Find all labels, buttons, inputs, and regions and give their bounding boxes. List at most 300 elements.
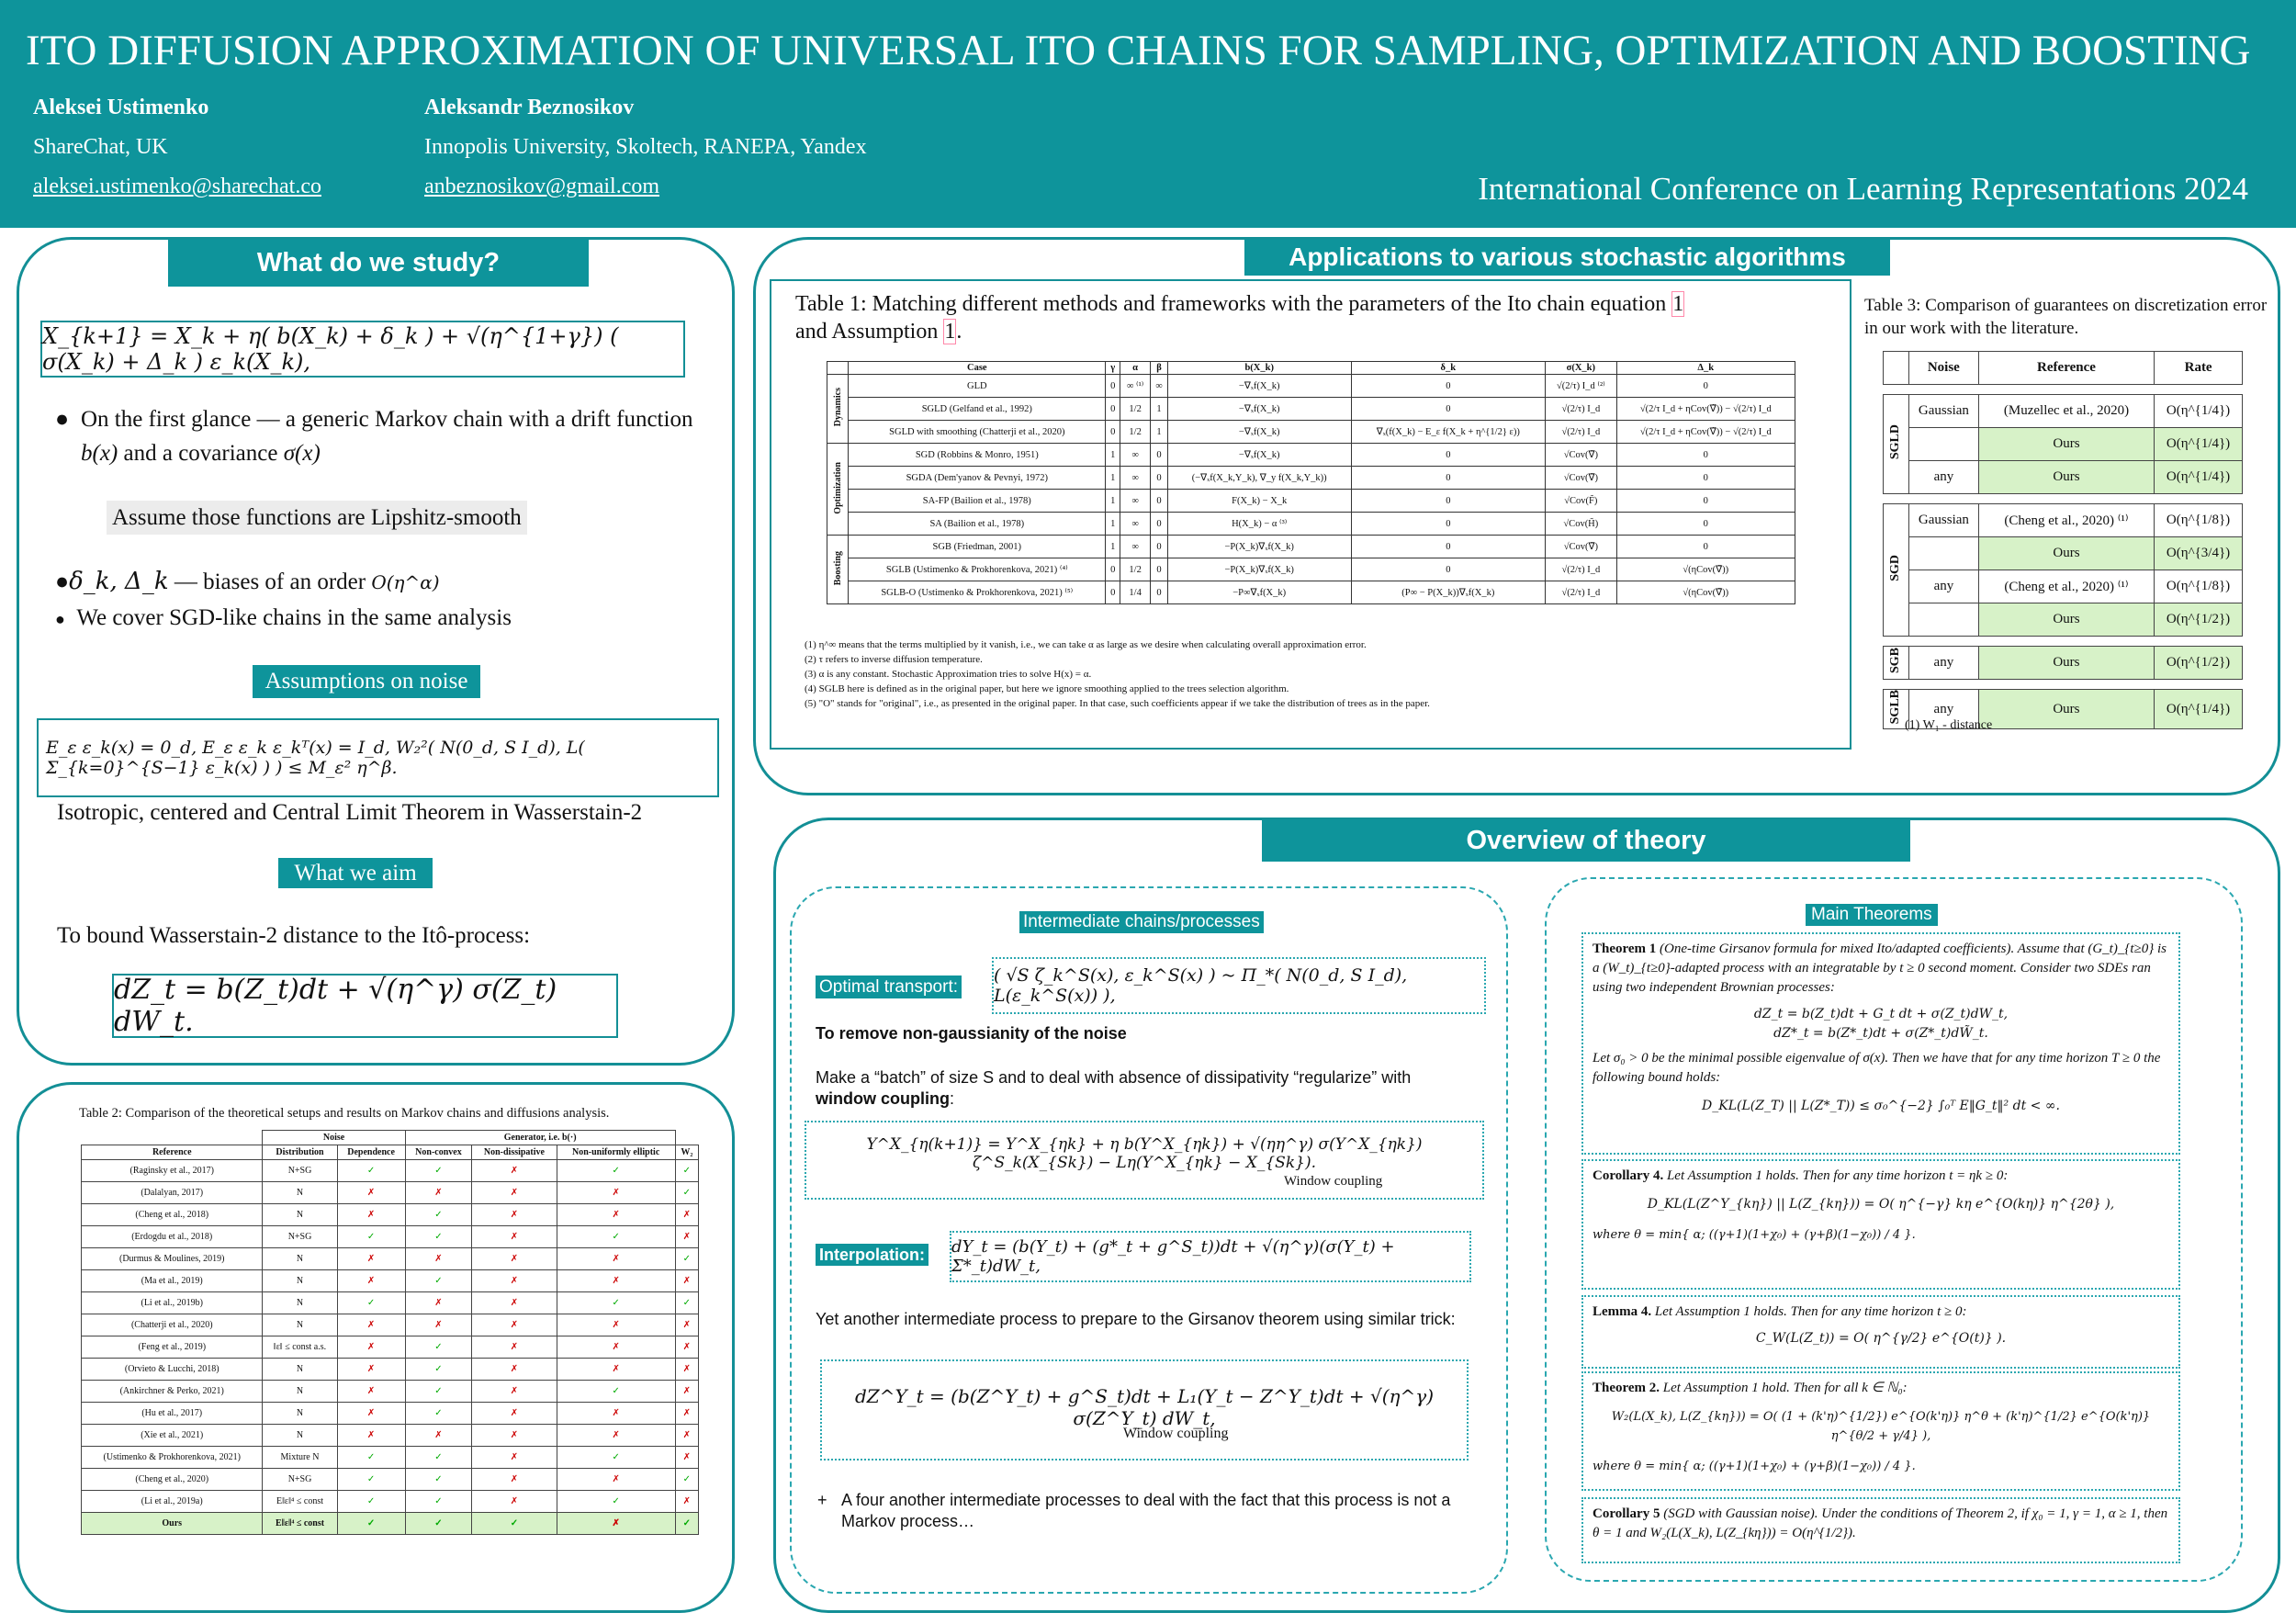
applications-heading: Applications to various stochastic algorithms xyxy=(1244,239,1890,276)
table-row xyxy=(1884,647,2243,680)
table-cell: SGDA (Dem'yanov & Pevnyi, 1972) xyxy=(849,467,1106,490)
table-cell: √Cov(∇̃) xyxy=(1546,467,1616,490)
table-cell: ✓ xyxy=(675,1469,698,1491)
theorem1-eq3: D_KL(L(Z_T) || L(Z*_T)) ≤ σ₀^{−2} ∫₀ᵀ E‖G_t‖² dt < ∞. xyxy=(1702,1099,2060,1113)
table-cell: 1 xyxy=(1106,490,1120,513)
table-cell: (Raginsky et al., 2017) xyxy=(82,1160,263,1182)
t1-group-text: Dynamics xyxy=(832,388,843,427)
table-cell: Mixture N xyxy=(263,1447,337,1469)
table-cell: N xyxy=(263,1292,337,1314)
table-cell: −∇ₓf(X_k) xyxy=(1167,398,1351,421)
table-cell: ✗ xyxy=(675,1270,698,1292)
table-row xyxy=(82,1381,699,1403)
table-cell: −P(X_k)∇ₓf(X_k) xyxy=(1167,558,1351,581)
table-cell: ✗ xyxy=(472,1469,557,1491)
table-cell: √(2/τ I_d + ηCov(∇̃)) − √(2/τ) I_d xyxy=(1616,421,1795,444)
t1-group-text: Optimization xyxy=(832,461,843,514)
t2-header: Non-convex xyxy=(405,1145,472,1160)
table-cell: ✗ xyxy=(337,1182,405,1204)
table-cell: ✓ xyxy=(337,1292,405,1314)
table-cell: ✗ xyxy=(337,1403,405,1425)
table-cell: ∞ xyxy=(1120,513,1151,536)
table-cell: ✓ xyxy=(557,1447,675,1469)
table-cell: ✗ xyxy=(557,1314,675,1336)
interpolation-label: Interpolation: xyxy=(816,1244,929,1266)
theorem1-box: Theorem 1 (One-time Girsanov formula for mixed Ito/adapted coefficients). Assume that (G_t)_{t≥0} is a (W_t)_{t≥0}-adapted process with an integratable by t ≥ 0 second moment. Consider two SDEs ran using two independent Brownian processes: dZ_t = b(Z_t)dt + G_t dt + σ(Z_t)dW_t, dZ*_t = b(Z*_t)dt + σ(Z*_t)dW̃_t. Let σ₀ > 0 be the minimal possible eigenvalue of σ(x). Then we have that for any time horizon T ≥ 0 the following bound holds: D_KL(L(Z_T) || L(Z*_T)) ≤ σ₀^{−2} ∫₀ᵀ E‖G_t‖² dt < ∞. xyxy=(1581,932,2180,1155)
table-cell: SA-FP (Bailion et al., 1978) xyxy=(849,490,1106,513)
table-cell: 0 xyxy=(1106,375,1120,398)
table-cell: any xyxy=(1908,647,1978,680)
table-cell: ∞ xyxy=(1120,467,1151,490)
theory-heading: Overview of theory xyxy=(1262,819,1910,862)
t1-header: Case xyxy=(849,362,1106,375)
table-cell: (Ma et al., 2019) xyxy=(82,1270,263,1292)
theorem1-eq1: dZ_t = b(Z_t)dt + G_t dt + σ(Z_t)dW_t, xyxy=(1753,1007,2009,1021)
table-cell: 0 xyxy=(1616,536,1795,558)
table-cell: ✗ xyxy=(405,1314,472,1336)
theorem2-eq: W₂(L(X_k), L(Z_{kη})) = O( (1 + (k'η)^{1/2}) e^{O(k'η)} η^θ + (k'η)^{1/2} e^{O(k'η)} η^{θ/2 + γ/4} ), xyxy=(1611,1410,2151,1443)
table-cell: (−∇ₓf(X_k,Y_k), ∇_y f(X_k,Y_k)) xyxy=(1167,467,1351,490)
t1-footnote: (1) η^∞ means that the terms multiplied by it vanish, i.e., we can take α as large as we desire when calculating overall approximation error. xyxy=(805,639,1367,650)
t3-header-table xyxy=(1883,351,2243,385)
table-cell: 1/2 xyxy=(1120,421,1151,444)
table-cell: Gaussian xyxy=(1908,504,1978,537)
table-cell: SGLB-O (Ustimenko & Prokhorenkova, 2021) ⁽⁵⁾ xyxy=(849,581,1106,604)
table-cell: ✗ xyxy=(472,1160,557,1182)
table-cell: Ours xyxy=(1978,647,2154,680)
theorem2-box: Theorem 2. Let Assumption 1 hold. Then for all k ∈ ℕ₀: W₂(L(X_k), L(Z_{kη})) = O( (1 + (k'η)^{1/2}) e^{O(k'η)} η^θ + (k'η)^{1/2} e^{O(k'η)} η^{θ/2 + γ/4} ), where θ = min{ α; ((γ+1)(1+χ₀) + (γ+β)(1−χ₀)) / 4 }. xyxy=(1581,1371,2180,1491)
table-cell: 1 xyxy=(1106,467,1120,490)
table-cell: ✓ xyxy=(337,1491,405,1513)
t1-group-text: Boosting xyxy=(832,550,843,586)
table-row xyxy=(82,1336,699,1359)
table-cell: ✓ xyxy=(675,1248,698,1270)
table-cell: ∞ xyxy=(1120,490,1151,513)
table-cell: O(η^{1/4}) xyxy=(2155,428,2243,461)
t3-header: Rate xyxy=(2155,352,2243,385)
table-cell: O(η^{1/4}) xyxy=(2155,690,2243,729)
table-cell: ✗ xyxy=(675,1447,698,1469)
table-cell: ✓ xyxy=(675,1292,698,1314)
t1-header: δ_k xyxy=(1351,362,1546,375)
window-coupling-label-2: Window coupling xyxy=(1123,1426,1229,1441)
table-cell: (Cheng et al., 2020) xyxy=(82,1469,263,1491)
bullet-markov: ● On the first glance — a generic Markov chain with a drift function b(x) and a covariance σ(x) xyxy=(55,407,693,466)
table-cell: 0 xyxy=(1351,375,1546,398)
table-cell: ✓ xyxy=(405,1160,472,1182)
table-cell: ✓ xyxy=(557,1292,675,1314)
table-cell: O(η^{1/8}) xyxy=(2155,570,2243,603)
table-cell: ✗ xyxy=(337,1381,405,1403)
table-cell: ∇ₓ(f(X_k) − E_ε f(X_k + η^{1/2} ε)) xyxy=(1351,421,1546,444)
table-row xyxy=(82,1204,699,1226)
t2-header: W₂ xyxy=(675,1145,698,1160)
t1-header: b(X_k) xyxy=(1167,362,1351,375)
table-cell: √Cov(H̃) xyxy=(1546,513,1616,536)
table-row xyxy=(82,1469,699,1491)
table-cell: ✗ xyxy=(472,1491,557,1513)
author1-email[interactable]: aleksei.ustimenko@sharechat.co xyxy=(33,175,321,198)
table-cell: ✓ xyxy=(337,1469,405,1491)
table-cell: ✗ xyxy=(405,1182,472,1204)
study-heading: What do we study? xyxy=(168,239,589,287)
table3-footnote: (1) W₁ - distance xyxy=(1905,718,1993,732)
table-cell: N xyxy=(263,1381,337,1403)
table-cell: 0 xyxy=(1151,513,1168,536)
table-cell: (Ankirchner & Perko, 2021) xyxy=(82,1381,263,1403)
table-cell: ✓ xyxy=(405,1270,472,1292)
table-cell xyxy=(1908,428,1978,461)
table-cell: ✓ xyxy=(337,1513,405,1535)
table-cell: ✗ xyxy=(675,1403,698,1425)
t1-footnote: (3) α is any constant. Stochastic Approximation tries to solve H(x) = α. xyxy=(805,669,1092,680)
author2-email[interactable]: anbeznosikov@gmail.com xyxy=(424,175,660,198)
t1-group-label xyxy=(827,375,849,444)
table-cell: ✓ xyxy=(675,1182,698,1204)
table-cell: (Ustimenko & Prokhorenkova, 2021) xyxy=(82,1447,263,1469)
table-cell: Ours xyxy=(1978,537,2154,570)
table-cell: 0 xyxy=(1106,398,1120,421)
table-cell: −∇ₓf(X_k) xyxy=(1167,421,1351,444)
table-cell: √(ηCov(∇̃)) xyxy=(1616,581,1795,604)
lipschitz-note: Assume those functions are Lipshitz-smooth xyxy=(107,501,527,535)
table-cell: ✗ xyxy=(675,1226,698,1248)
table-cell: SGB (Friedman, 2001) xyxy=(849,536,1106,558)
table-cell: (Chatterji et al., 2020) xyxy=(82,1314,263,1336)
table-cell: SA (Bailion et al., 1978) xyxy=(849,513,1106,536)
table-cell: ✗ xyxy=(337,1359,405,1381)
table3-caption: Table 3: Comparison of guarantees on discretization error in our work with the literature. xyxy=(1864,296,2268,338)
table-cell: √Cov(∇̃) xyxy=(1546,536,1616,558)
table-cell: ✗ xyxy=(472,1248,557,1270)
table-cell: GLD xyxy=(849,375,1106,398)
table-cell: ✗ xyxy=(557,1204,675,1226)
table-cell: 1 xyxy=(1106,513,1120,536)
table1-footnotes xyxy=(805,637,1833,711)
table-cell: (Durmus & Moulines, 2019) xyxy=(82,1248,263,1270)
table-row xyxy=(827,490,1795,513)
table-cell: ✓ xyxy=(405,1491,472,1513)
table-cell: 1 xyxy=(1151,398,1168,421)
table-cell: 1 xyxy=(1106,444,1120,467)
table-cell: 0 xyxy=(1151,536,1168,558)
table-row xyxy=(82,1182,699,1204)
t3-group-label xyxy=(1884,647,1909,680)
t2-header: Reference xyxy=(82,1145,263,1160)
table2 xyxy=(81,1130,699,1535)
table-cell: 1/2 xyxy=(1120,398,1151,421)
table-cell: H(X_k) − α ⁽³⁾ xyxy=(1167,513,1351,536)
table-cell xyxy=(1908,537,1978,570)
table-cell: ✗ xyxy=(472,1425,557,1447)
table-cell: O(η^{1/2}) xyxy=(2155,647,2243,680)
table-cell: O(η^{1/4}) xyxy=(2155,395,2243,428)
table-cell: 0 xyxy=(1351,536,1546,558)
table-cell: ✗ xyxy=(675,1425,698,1447)
table-cell: O(η^{1/2}) xyxy=(2155,603,2243,637)
ito-process-equation: dZ_t = b(Z_t)dt + √(η^γ) σ(Z_t) dW_t. xyxy=(112,974,618,1038)
author1-affil: ShareChat, UK xyxy=(33,135,168,159)
table-cell: ✗ xyxy=(405,1292,472,1314)
table-cell: 0 xyxy=(1351,490,1546,513)
table-cell: ✓ xyxy=(472,1513,557,1535)
ot-equation: ( √S ζ_k^S(x), ε_k^S(x) ) ~ Π_*( N(0_d, S I_d), L(ε_k^S(x)) ), xyxy=(992,957,1486,1014)
table-cell: ✗ xyxy=(557,1403,675,1425)
table-cell: ✗ xyxy=(472,1336,557,1359)
t1-footnote: (4) SGLB here is defined as in the original paper, but here we ignore smoothing applied to the trees selection algorithm. xyxy=(805,683,1289,694)
table-cell: ✗ xyxy=(405,1425,472,1447)
table-cell: 0 xyxy=(1616,513,1795,536)
table-cell: 0 xyxy=(1351,467,1546,490)
table-cell: N xyxy=(263,1403,337,1425)
ot-label: Optimal transport: xyxy=(816,976,962,998)
t2-header: Non-uniformly elliptic xyxy=(557,1145,675,1160)
z-equation-box xyxy=(820,1359,1469,1460)
table-cell: 0 xyxy=(1351,513,1546,536)
table-cell: N xyxy=(263,1270,337,1292)
table-cell: ✗ xyxy=(675,1359,698,1381)
table-cell: ✗ xyxy=(557,1336,675,1359)
table-cell: ✗ xyxy=(472,1403,557,1425)
t3-header: Noise xyxy=(1908,352,1978,385)
table-cell: N xyxy=(263,1204,337,1226)
table-cell: Ours xyxy=(82,1513,263,1535)
table-cell: ✗ xyxy=(557,1469,675,1491)
t1-header: β xyxy=(1151,362,1168,375)
table-cell: F(X_k) − X_k xyxy=(1167,490,1351,513)
table-cell: (Cheng et al., 2020) ⁽¹⁾ xyxy=(1978,504,2154,537)
intermediate-heading: Intermediate chains/processes xyxy=(1019,911,1264,933)
table-cell: N xyxy=(263,1359,337,1381)
corollary4-where: where θ = min{ α; ((γ+1)(1+χ₀) + (γ+β)(1−χ₀)) / 4 }. xyxy=(1593,1228,1916,1242)
table-cell: ✓ xyxy=(405,1204,472,1226)
table-cell: 0 xyxy=(1351,398,1546,421)
table-row xyxy=(827,558,1795,581)
table-cell: 0 xyxy=(1616,467,1795,490)
table-row xyxy=(82,1359,699,1381)
table-cell: N xyxy=(263,1182,337,1204)
bullet-sgd: ● We cover SGD-like chains in the same analysis xyxy=(55,605,512,630)
table-cell: 1/4 xyxy=(1120,581,1151,604)
table-cell: √(2/τ) I_d xyxy=(1546,581,1616,604)
table-cell: 0 xyxy=(1106,581,1120,604)
table-cell: ✗ xyxy=(557,1425,675,1447)
aim-text: To bound Wasserstain-2 distance to the Itô-process: xyxy=(57,923,531,948)
table-row xyxy=(1884,395,2243,428)
table1 xyxy=(827,361,1795,604)
table-cell: ✗ xyxy=(557,1248,675,1270)
table-cell: N xyxy=(263,1248,337,1270)
table-cell: N+SG xyxy=(263,1469,337,1491)
table-cell: ✗ xyxy=(472,1226,557,1248)
table-cell: E‖ε‖⁴ ≤ const xyxy=(263,1491,337,1513)
table-cell: 1 xyxy=(1151,421,1168,444)
table-cell: ✗ xyxy=(337,1204,405,1226)
table-cell: (Cheng et al., 2020) ⁽¹⁾ xyxy=(1978,570,2154,603)
table-cell: 0 xyxy=(1106,558,1120,581)
t3-header xyxy=(1884,352,1909,385)
table-cell: ✗ xyxy=(337,1314,405,1336)
t1-header: γ xyxy=(1106,362,1120,375)
table-cell: N+SG xyxy=(263,1226,337,1248)
table-cell: (Xie et al., 2021) xyxy=(82,1425,263,1447)
t3-group-text: SGLB xyxy=(1888,690,1903,725)
table-cell: −∇ₓf(X_k) xyxy=(1167,375,1351,398)
table-cell: ∞ ⁽¹⁾ xyxy=(1120,375,1151,398)
table-cell: ✓ xyxy=(675,1160,698,1182)
isotropic-text: Isotropic, centered and Central Limit Theorem in Wasserstain-2 xyxy=(57,800,643,825)
table-cell: N xyxy=(263,1314,337,1336)
table-cell: ✓ xyxy=(557,1160,675,1182)
t2-header: Distribution xyxy=(263,1145,337,1160)
corollary4-eq: D_KL(L(Z^Y_{kη}) || L(Z_{kη})) = O( η^{−γ} kη e^{O(kη)} η^{2θ} ), xyxy=(1647,1197,2115,1212)
table-row xyxy=(82,1226,699,1248)
table-cell: ∞ xyxy=(1120,536,1151,558)
table-cell: Ours xyxy=(1978,690,2154,729)
window-coupling-label-1: Window coupling xyxy=(1284,1174,1383,1189)
t1-header: α xyxy=(1120,362,1151,375)
coupled-chain-equation: Y^X_{η(k+1)} = Y^X_{ηk} + η b(Y^X_{ηk}) + √(ηη^γ) σ(Y^X_{ηk}) ζ^S_k(X_{Sk}) − Lη(Y^X_{ηk} − X_{Sk}). xyxy=(866,1135,1423,1172)
table-cell: ✗ xyxy=(472,1182,557,1204)
table-cell: √Cov(∇̃) xyxy=(1546,444,1616,467)
table-cell: ✗ xyxy=(337,1248,405,1270)
table-cell: √(2/τ) I_d xyxy=(1546,421,1616,444)
table-cell: SGLD with smoothing (Chatterji et al., 2020) xyxy=(849,421,1106,444)
t3-group-sgld xyxy=(1883,394,2243,494)
corollary4-box: Corollary 4. Let Assumption 1 holds. Then for any time horizon t = ηk ≥ 0: D_KL(L(Z^Y_{kη}) || L(Z_{kη})) = O( η^{−γ} kη e^{O(kη)} η^{2θ} ), where θ = min{ α; ((γ+1)(1+χ₀) + (γ+β)(1−χ₀)) / 4 }. xyxy=(1581,1159,2180,1290)
table-cell: 1 xyxy=(1106,536,1120,558)
table-row xyxy=(82,1447,699,1469)
batch-text: Make a “batch” of size S and to deal with absence of dissipativity “regularize” with window coupling: xyxy=(816,1068,1412,1108)
z-process-equation: dZ^Y_t = (b(Z^Y_t) + g^S_t)dt + L₁(Y_t − Z^Y_t)dt + √(η^γ) σ(Z^Y_t) dW_t, xyxy=(854,1385,1435,1429)
table-row xyxy=(1884,504,2243,537)
table-cell: ✗ xyxy=(675,1381,698,1403)
table-cell: √(ηCov(∇̃)) xyxy=(1616,558,1795,581)
table-cell: ✗ xyxy=(675,1204,698,1226)
table-cell: 0 xyxy=(1616,444,1795,467)
table-cell: ✓ xyxy=(405,1403,472,1425)
t1-header: Δ_k xyxy=(1616,362,1795,375)
t3-group-text: SGD xyxy=(1888,554,1903,581)
table-cell: ✗ xyxy=(472,1314,557,1336)
table-cell: ✓ xyxy=(405,1336,472,1359)
table-cell: ✓ xyxy=(337,1226,405,1248)
table-cell: SGLD (Gelfand et al., 1992) xyxy=(849,398,1106,421)
noise-heading: Assumptions on noise xyxy=(253,665,480,698)
conference-name: International Conference on Learning Representations 2024 xyxy=(1478,171,2248,207)
t2-group-generator: Generator, i.e. b(·) xyxy=(405,1131,675,1145)
table-cell: ✗ xyxy=(675,1491,698,1513)
table-cell: ✗ xyxy=(472,1381,557,1403)
t2-group-noise: Noise xyxy=(263,1131,405,1145)
table-cell: Ours xyxy=(1978,461,2154,494)
table-cell: (Dalalyan, 2017) xyxy=(82,1182,263,1204)
table-cell: (Erdogdu et al., 2018) xyxy=(82,1226,263,1248)
table-cell: N xyxy=(263,1425,337,1447)
table-row xyxy=(827,398,1795,421)
table-cell: Ours xyxy=(1978,603,2154,637)
table-cell: any xyxy=(1908,461,1978,494)
table-cell: (Cheng et al., 2018) xyxy=(82,1204,263,1226)
table-row xyxy=(827,421,1795,444)
t1-footnote: (5) "O" stands for "original", i.e., as presented in the original paper. In that case, such coefficients appear if we take the distribution of trees as in the paper. xyxy=(805,698,1430,709)
table-cell: 0 xyxy=(1616,375,1795,398)
t3-header: Reference xyxy=(1978,352,2154,385)
table-cell: ✗ xyxy=(557,1270,675,1292)
t3-group-text: SGLD xyxy=(1888,423,1903,460)
author2-name: Aleksandr Beznosikov xyxy=(424,96,635,119)
lemma4-eq: C_W(L(Z_t)) = O( η^{γ/2} e^{O(t)} ). xyxy=(1755,1331,2007,1346)
table-row xyxy=(82,1248,699,1270)
table-cell: (Feng et al., 2019) xyxy=(82,1336,263,1359)
table-cell: ∞ xyxy=(1120,444,1151,467)
table-cell: ✓ xyxy=(405,1359,472,1381)
t3-header-row xyxy=(1884,352,2243,385)
table-cell: 0 xyxy=(1616,490,1795,513)
table-cell: (Muzellec et al., 2020) xyxy=(1978,395,2154,428)
table-cell: −∇ₓf(X_k) xyxy=(1167,444,1351,467)
table-row xyxy=(827,444,1795,467)
table-cell: 0 xyxy=(1151,558,1168,581)
table-cell: ✗ xyxy=(337,1425,405,1447)
table-cell: SGD (Robbins & Monro, 1951) xyxy=(849,444,1106,467)
table-cell: ✓ xyxy=(405,1469,472,1491)
t3-group-text: SGB xyxy=(1888,647,1903,673)
poster-header xyxy=(0,0,2296,228)
table-cell: ✗ xyxy=(472,1292,557,1314)
table-cell: (Hu et al., 2017) xyxy=(82,1403,263,1425)
table-row xyxy=(82,1270,699,1292)
table-cell: ✗ xyxy=(472,1359,557,1381)
table-cell: ✗ xyxy=(675,1336,698,1359)
table-row xyxy=(82,1292,699,1314)
table-cell: ✗ xyxy=(557,1182,675,1204)
table-cell: ✓ xyxy=(557,1226,675,1248)
table-cell: 0 xyxy=(1351,558,1546,581)
table-cell: 0 xyxy=(1151,581,1168,604)
noise-equation: E_ε ε_k(x) = 0_d, E_ε ε_k ε_kᵀ(x) = I_d, W₂²( N(0_d, S I_d), L( Σ_{k=0}^{S−1} ε_k(x) ) ) ≤ M_ε² η^β. xyxy=(37,718,719,797)
table-row xyxy=(82,1513,699,1535)
table-cell: ✗ xyxy=(337,1270,405,1292)
table-cell: ∞ xyxy=(1151,375,1168,398)
table-cell: ✗ xyxy=(472,1204,557,1226)
yet-another-text: Yet another intermediate process to prepare to the Girsanov theorem using similar trick: xyxy=(816,1310,1456,1328)
table-cell: ‖ε‖ ≤ const a.s. xyxy=(263,1336,337,1359)
table-row xyxy=(827,581,1795,604)
table-row xyxy=(1884,461,2243,494)
t3-group-label xyxy=(1884,395,1909,494)
table-cell: ✗ xyxy=(557,1359,675,1381)
table-cell: 0 xyxy=(1351,444,1546,467)
table-cell: SGLB (Ustimenko & Prokhorenkova, 2021) ⁽⁴⁾ xyxy=(849,558,1106,581)
table-cell: √Cov(F̃) xyxy=(1546,490,1616,513)
t1-group-label xyxy=(827,536,849,604)
table-row xyxy=(82,1425,699,1447)
table-cell: Ours xyxy=(1978,428,2154,461)
table-cell: ✓ xyxy=(405,1226,472,1248)
table-cell: (P∞ − P(X_k))∇ₓf(X_k) xyxy=(1351,581,1546,604)
aim-heading: What we aim xyxy=(278,858,433,888)
table-cell: ✓ xyxy=(675,1513,698,1535)
table-cell: √(2/τ) I_d xyxy=(1546,398,1616,421)
table-cell: √(2/τ) I_d xyxy=(1546,558,1616,581)
plus-note: + A four another intermediate processes to deal with the fact that this process is not a Markov process… xyxy=(817,1491,1451,1530)
table-cell: N+SG xyxy=(263,1160,337,1182)
t2-header: Non-dissipative xyxy=(472,1145,557,1160)
main-chain-equation: X_{k+1} = X_k + η( b(X_k) + δ_k ) + √(η^{1+γ}) ( σ(X_k) + Δ_k ) ε_k(X_k), xyxy=(40,321,685,378)
author2-affil: Innopolis University, Skoltech, RANEPA, Yandex xyxy=(424,135,867,159)
table-row xyxy=(827,375,1795,398)
